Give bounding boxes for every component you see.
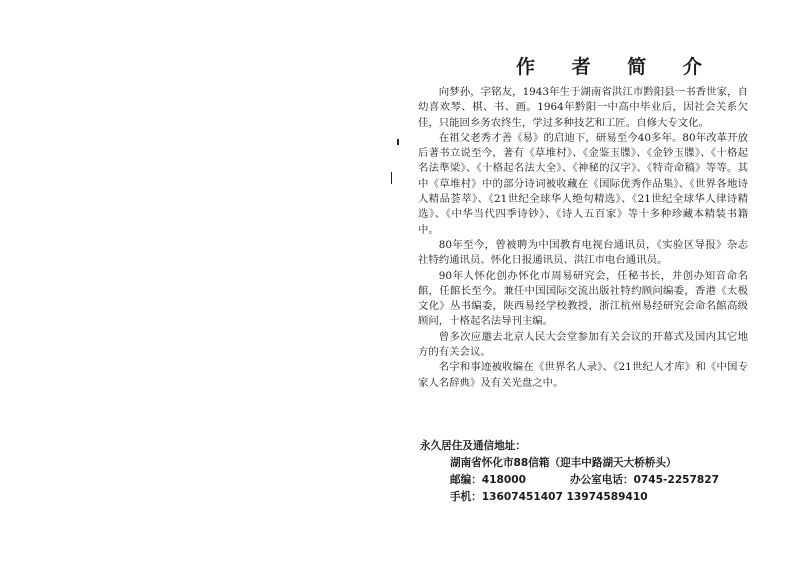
contact-mobile: 手机：13607451407 13974589410 [450,491,648,503]
binding-mark [391,172,392,184]
paragraph: 名字和事迹被收编在《世界名人录》、《21世纪人才库》和《中国专家人名辞典》及有关光盘之中。 [418,361,748,389]
paragraph: 向梦孙，字铭友，1943年生于湖南省洪江市黔阳县一书香世家，自幼喜欢琴、棋、书、画。1964年黔阳一中高中毕业后，因社会关系欠佳，只能回乡务农终生，学过多种技艺和工匠。自修大专文化。 [418,86,748,129]
paragraph: 90年人怀化创办怀化市周易研究会，任秘书长，并创办知音命名館，任館长至今。兼任中国国际交流出版社特约顾问编委，香港《太极文化》丛书编委，陕西易经学校教授，浙江杭州易经研究会命名館高级顾问，十格起名法导刊主编。 [418,269,748,328]
paragraph: 80年至今，曾被聘为中国教育电视台通讯员，《实验区导报》杂志社特约通讯员、怀化日报通讯员、洪江市电台通讯员。 [418,238,748,267]
contact-address: 湖南省怀化市88信箱（迎丰中路湖天大桥桥头） [450,457,677,469]
contact-heading: 永久居住及通信地址： [420,440,526,452]
paragraph: 曾多次应邀去北京人民大会堂参加有关会议的开幕式及国内其它地方的有关会议。 [418,330,748,359]
page-title: 作 者 简 介 [516,56,717,78]
paragraph: 在祖父老秀才善《易》的启迪下，研易至今40多年。80年改革开放后著书立说至今，著有《草堆村》、《金鉴玉牒》、《金钞玉牒》、《十格起名法準梁》、《十格起名法大全》、《神秘的汉字》、《特奇命稿》等等。其中《草堆村》中的部分诗词被收藏在《国际优秀作品集》、《世界各地诗人精品荟萃》、《21世纪全球华人绝句精选》、《21世纪全球华人律诗精选》、《中华当代四季诗钞》、《诗人五百家》等十多种珍藏本精装书籍中。 [418,131,748,236]
binding-mark [397,139,399,145]
contact-postcode-row [420,472,750,489]
contact-office-phone: 办公室电话：0745-2257827 [570,474,720,486]
contact-postcode: 邮编：418000 [450,474,527,486]
biography-text [418,85,748,391]
contact-block [420,438,750,506]
